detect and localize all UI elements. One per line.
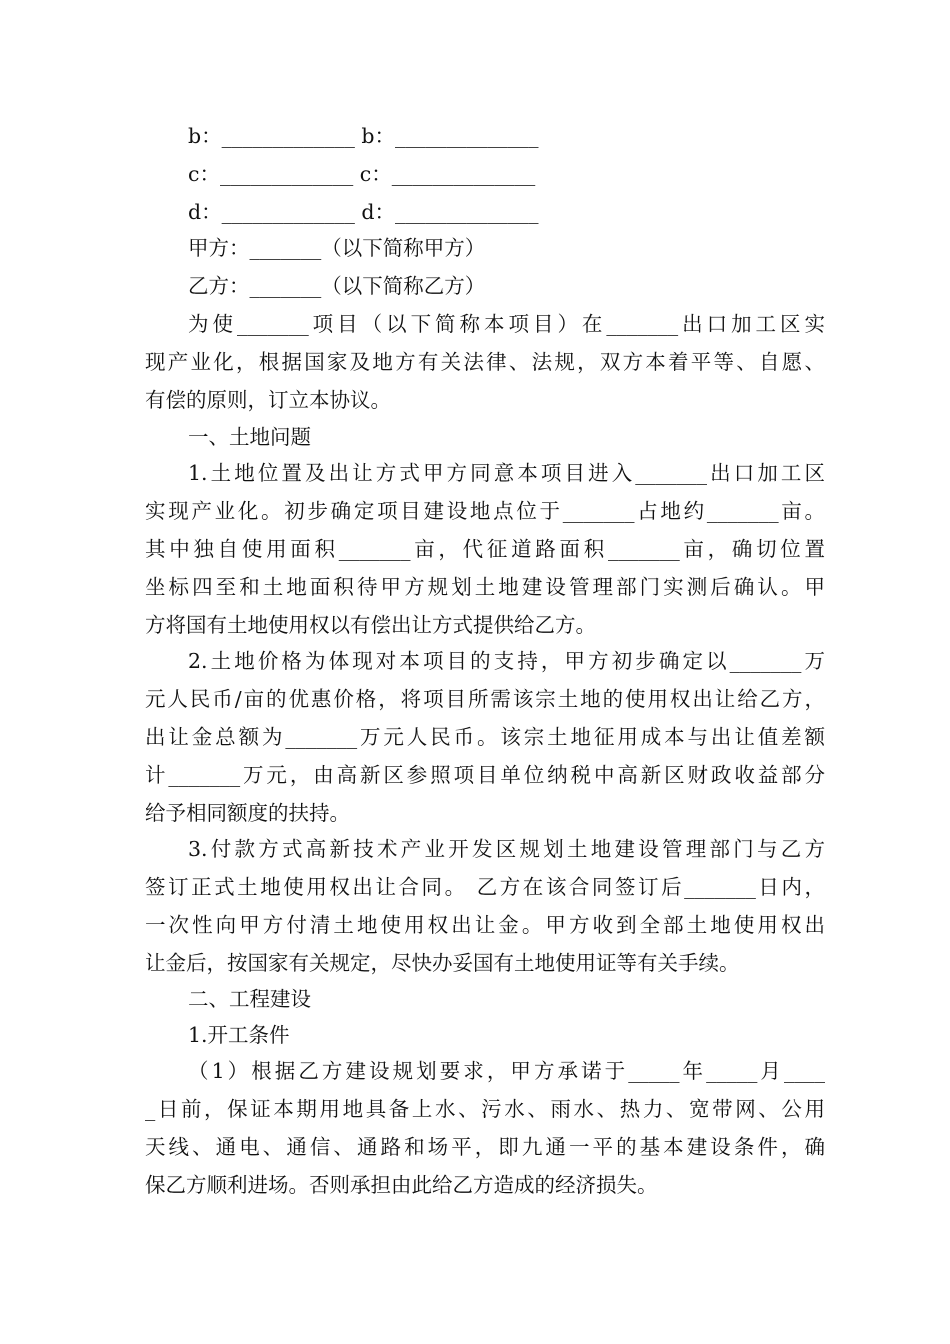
section-heading-land: 一、土地问题 <box>188 425 311 449</box>
clause-3-line-4: 让金后，按国家有关规定，尽快办妥国有土地使用证等有关手续。 <box>145 951 740 975</box>
clause-3-line-1: 3.付款方式高新技术产业开发区规划土地建设管理部门与乙方 <box>188 837 825 861</box>
signature-line-b: b：_____________ b：______________ <box>188 124 539 148</box>
section-heading-construction: 二、工程建设 <box>188 987 311 1011</box>
clause-1-line-5: 方将国有土地使用权以有偿出让方式提供给乙方。 <box>145 613 596 637</box>
item-1-line-4: 保乙方顺利进场。否则承担由此给乙方造成的经济损失。 <box>145 1173 658 1197</box>
clause-2-line-1: 2.土地价格为体现对本项目的支持，甲方初步确定以_______万 <box>188 649 825 673</box>
clause-1-line-4: 坐标四至和土地面积待甲方规划土地建设管理部门实测后确认。甲 <box>145 575 825 599</box>
clause-3-line-3: 一次性向甲方付清土地使用权出让金。甲方收到全部土地使用权出 <box>145 913 825 937</box>
item-1-line-3: 天线、通电、通信、通路和场平，即九通一平的基本建设条件，确 <box>145 1135 825 1159</box>
party-a-line: 甲方：_______（以下简称甲方） <box>188 236 486 260</box>
item-1-line-2: _日前，保证本期用地具备上水、污水、雨水、热力、宽带网、公用 <box>145 1097 825 1121</box>
preamble-line-3: 有偿的原则，订立本协议。 <box>145 388 391 412</box>
clause-2-line-4: 计_______万元，由高新区参照项目单位纳税中高新区财政收益部分 <box>145 763 825 787</box>
clause-2-line-2: 元人民币/亩的优惠价格，将项目所需该宗土地的使用权出让给乙方， <box>145 687 825 711</box>
preamble-line-1: 为使_______项目（以下简称本项目）在_______出口加工区实 <box>188 312 825 336</box>
item-1-line-1: （1）根据乙方建设规划要求，甲方承诺于_____年_____月____ <box>188 1059 825 1083</box>
clause-1-line-2: 实现产业化。初步确定项目建设地点位于_______占地约_______亩。 <box>145 499 825 523</box>
clause-2-line-5: 给予相同额度的扶持。 <box>145 801 350 825</box>
signature-line-c: c：_____________ c：______________ <box>188 162 536 186</box>
signature-line-d: d：_____________ d：______________ <box>188 200 539 224</box>
clause-1-line-3: 其中独自使用面积_______亩，代征道路面积_______亩，确切位置 <box>145 537 825 561</box>
clause-1-line-1: 1.土地位置及出让方式甲方同意本项目进入_______出口加工区 <box>188 461 825 485</box>
preamble-line-2: 现产业化，根据国家及地方有关法律、法规，双方本着平等、自愿、 <box>145 350 825 374</box>
party-b-line: 乙方：_______（以下简称乙方） <box>188 274 486 298</box>
subheading-start-conditions: 1.开工条件 <box>188 1023 290 1047</box>
clause-2-line-3: 出让金总额为_______万元人民币。该宗土地征用成本与出让值差额 <box>145 725 825 749</box>
clause-3-line-2: 签订正式土地使用权出让合同。 乙方在该合同签订后_______日内， <box>145 875 825 899</box>
